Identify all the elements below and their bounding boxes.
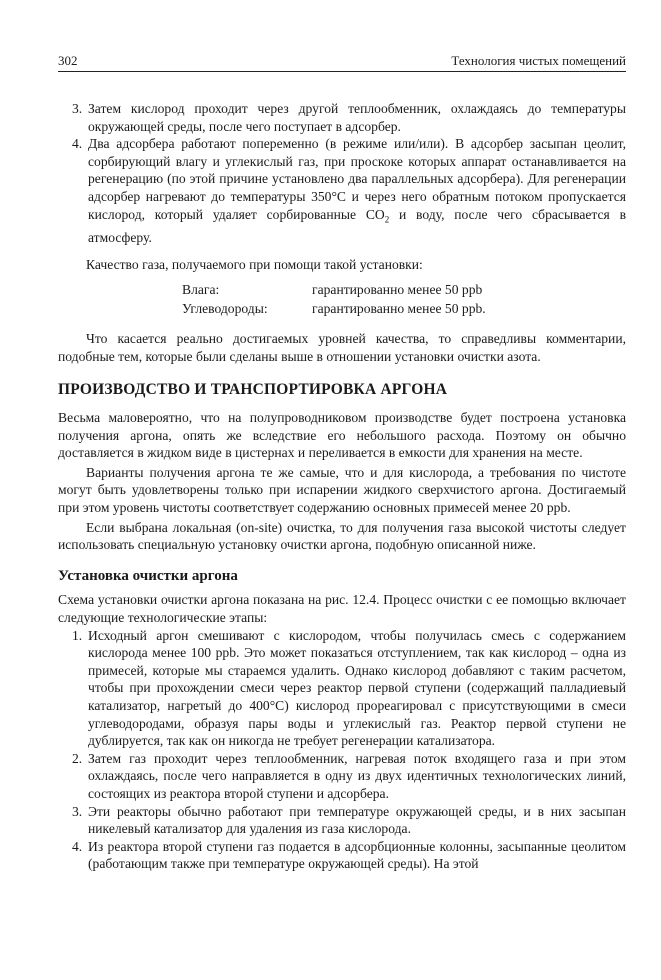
table-row: [182, 300, 486, 319]
list-item-text: Исходный аргон смешивают с кислородом, чтобы получилась смесь с содержанием кислорода менее 100 ppb. Это может показаться отступлением, так как кислород – одна из примесей, которые мы стараемся удалить. Однако кислород добавляют с таким расчетом, чтобы при прохождении смеси через реактор первой ступени (содержащий палладиевый катализатор, нагретый до 400°С) кислород прореагировал с присутствующими в смеси углеводородами, образуя пары воды и углекислый газ. Реактор первой ступени не дублируется, так как он никогда не требует регенерации катализатора.: [88, 627, 626, 749]
page-content: [58, 100, 626, 873]
section-heading: ПРОИЗВОДСТВО И ТРАНСПОРТИРОВКА АРГОНА: [58, 381, 448, 399]
list-item-number: 1.: [72, 627, 83, 643]
list-item-text: Затем кислород проходит через другой теплообменник, охлаждаясь до температуры окружающей среды, после чего поступает в адсорбер.: [88, 101, 626, 134]
list-item-text-tail: и воду, после чего сбрасывается в атмосферу.: [88, 206, 626, 245]
paragraph: Варианты получения аргона те же самые, что и для кислорода, а требования по чистоте могут быть удовлетворены только при испарении жидкого сверхчистого аргона. Достигаемый при этом уровень чистоты соответствует содержанию основных примесей менее 20 ppb.: [58, 464, 626, 515]
list-item-number: 3.: [72, 101, 83, 116]
list-item-number: 3.: [72, 803, 83, 819]
list-item-text: Эти реакторы обычно работают при температуре окружающей среды, и в них засыпан никелевый катализатор для удаления из газа кислорода.: [88, 803, 626, 837]
subscript: 2: [384, 214, 390, 225]
list-item-text: Два адсорбера работают попеременно (в режиме или/или). В адсорбер засыпан цеолит, сорбирующий влагу и углекислый газ, при проскоке которых аппарат останавливается на регенерацию (по этой причине установлено два параллельных адсорбера). Для регенерации адсорбер нагревают до температуры 350°С и через него обратным потоком пропускается кислород, который удаляет сорбированные CO: [88, 136, 626, 222]
page-number: 302: [58, 53, 78, 68]
quality-value: гарантированно менее 50 ppb: [312, 282, 483, 298]
list-item: [58, 100, 626, 135]
page-header: [58, 51, 626, 72]
list-item-number: 2.: [72, 750, 83, 766]
paragraph: Если выбрана локальная (on-site) очистка, то для получения газа высокой чистоты следует использовать специальную установку очистки аргона, подобную описанной ниже.: [58, 519, 626, 553]
list-item: [58, 627, 626, 750]
list-item: [58, 135, 626, 246]
paragraph: Что касается реально достигаемых уровней качества, то справедливы комментарии, подобные тем, которые были сделаны выше в отношении установки очистки азота.: [58, 331, 626, 364]
quality-key: Влага:: [182, 282, 220, 298]
list-item: [58, 803, 626, 838]
list-item: [58, 838, 626, 873]
running-title: Технология чистых помещений: [451, 53, 626, 68]
list-item-text: Затем газ проходит через теплообменник, нагревая поток входящего газа и при этом охлаждаясь, после чего направляется в одну из двух идентичных технологических линий, состоящих из реактора второй ступени и адсорбера.: [88, 750, 626, 801]
subsection-heading: Установка очистки аргона: [58, 567, 238, 584]
table-row: [182, 281, 486, 300]
list-item-number: 4.: [72, 838, 83, 854]
list-item-text: Из реактора второй ступени газ подается в адсорбционные колонны, засыпанные цеолитом (работающим также при температуре окружающей среды). На этой: [88, 838, 626, 872]
list-item-number: 4.: [72, 136, 83, 152]
paragraph: Схема установки очистки аргона показана на рис. 12.4. Процесс очистки с ее помощью включает следующие технологические этапы:: [58, 592, 626, 625]
quality-key: Углеводороды:: [182, 300, 268, 316]
quality-intro: Качество газа, получаемого при помощи такой установки:: [86, 257, 423, 273]
quality-table: [182, 281, 486, 318]
paragraph: Весьма маловероятно, что на полупроводниковом производстве будет построена установка получения аргона, опять же вследствие его небольшого расхода. Поэтому он обычно доставляется в жидком виде в цистернах и переливается в емкости для хранения на месте.: [58, 410, 626, 461]
quality-value: гарантированно менее 50 ppb.: [312, 300, 486, 316]
list-item: [58, 750, 626, 803]
